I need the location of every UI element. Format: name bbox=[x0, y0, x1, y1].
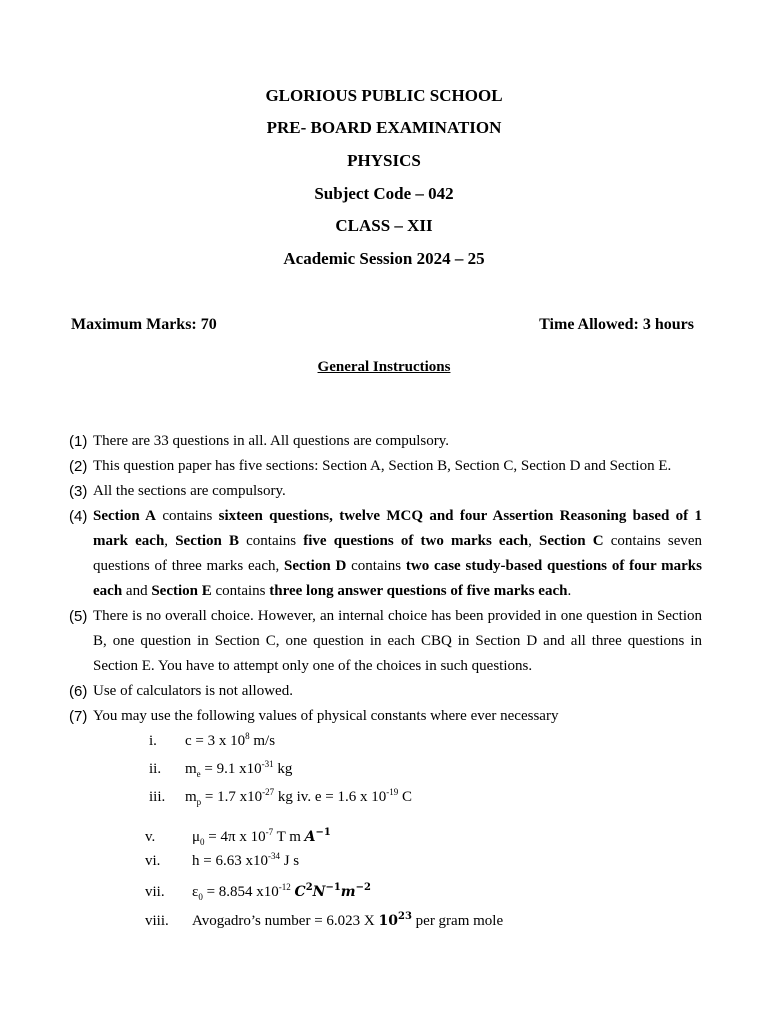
instruction-text: This question paper has five sections: Section A, Section B, Section C, Section D and Section E. bbox=[93, 458, 672, 474]
subject-code: Subject Code – 042 bbox=[314, 184, 454, 203]
constant-label: ii. bbox=[149, 761, 162, 777]
section-b-label: Section B bbox=[175, 533, 239, 549]
constant-proton-mass-and-charge: $m_p = 1.7$ $x10^{-27}$ kg iv. e = 1.6 x $10^{-19}$ C bbox=[185, 787, 412, 807]
instruction-text: All the sections are compulsory. bbox=[93, 483, 286, 499]
section-a-label: Section A bbox=[93, 508, 156, 524]
academic-session: Academic Session 2024 – 25 bbox=[283, 249, 485, 268]
constant-permeability: $\mu_0 = 4\pi$ x $10^{-7}$ T m $A^{-1}$ bbox=[192, 827, 331, 847]
instruction-number: (5) bbox=[69, 608, 88, 625]
instruction-text: There is no overall choice. However, an internal choice has been provided in one question in Section B, one question in Section C, one question in each CBQ in Section D and all three questions in Section E. You have to attempt only one of the choices in such questions. bbox=[93, 608, 702, 674]
instruction-number: (4) bbox=[69, 508, 88, 525]
section-e-label: Section E bbox=[151, 583, 212, 599]
instruction-5 bbox=[69, 604, 702, 679]
constant-electron-mass: $m_e = 9.1$ $x10^{-31}$ kg bbox=[185, 759, 293, 779]
instruction-number: (6) bbox=[69, 683, 88, 700]
class-label: CLASS – XII bbox=[335, 216, 433, 235]
instruction-number: (3) bbox=[69, 483, 88, 500]
instruction-text: There are 33 questions in all. All questions are compulsory. bbox=[93, 433, 450, 449]
instruction-number: (2) bbox=[69, 458, 88, 475]
constant-avogadro: Avogadro’s number = 6.023 X $10^{23}$ per gram mole bbox=[192, 911, 504, 929]
instruction-3 bbox=[69, 479, 702, 504]
instruction-number: (1) bbox=[69, 433, 88, 450]
constant-label: viii. bbox=[145, 913, 169, 929]
maximum-marks: Maximum Marks: 70 bbox=[71, 316, 217, 333]
instruction-text: You may use the following values of physical constants where ever necessary bbox=[93, 708, 559, 724]
constant-planck: h = 6.63 $x10^{-34}$ J s bbox=[192, 851, 300, 869]
instruction-7 bbox=[69, 704, 702, 729]
constant-label: iii. bbox=[149, 789, 166, 805]
instruction-text: Section A contains sixteen questions, twelve MCQ and four Assertion Reasoning based of 1 mark each, Section B contains five questions of two marks each, Section C contains seven questions of three marks each, Section D contains two case study-based questions of four marks each and Section E contains three long answer questions of five marks each. bbox=[93, 508, 703, 599]
instruction-number: (7) bbox=[69, 708, 88, 725]
constant-label: i. bbox=[149, 733, 157, 749]
instruction-text: Use of calculators is not allowed. bbox=[93, 683, 293, 699]
constant-label: vi. bbox=[145, 853, 161, 869]
section-d-label: Section D bbox=[284, 558, 347, 574]
instruction-4 bbox=[69, 504, 702, 604]
instruction-1 bbox=[69, 429, 702, 454]
constant-label: vii. bbox=[145, 884, 165, 900]
general-instructions-title: General Instructions bbox=[317, 359, 451, 375]
constant-speed-of-light: c = 3 x $10^8$ m/s bbox=[185, 731, 276, 749]
time-allowed: Time Allowed: 3 hours bbox=[539, 316, 694, 333]
instruction-2 bbox=[69, 454, 702, 479]
constant-permittivity: $\varepsilon_0 = 8.854$ $x10^{-12}$ $C^2N^{-1}m^{-2}$ bbox=[192, 882, 371, 902]
constant-label: v. bbox=[145, 829, 156, 845]
subject-name: PHYSICS bbox=[347, 151, 421, 170]
exam-title: PRE- BOARD EXAMINATION bbox=[266, 118, 502, 137]
section-c-label: Section C bbox=[538, 533, 604, 549]
school-name: GLORIOUS PUBLIC SCHOOL bbox=[265, 86, 503, 105]
instruction-6 bbox=[69, 679, 702, 704]
